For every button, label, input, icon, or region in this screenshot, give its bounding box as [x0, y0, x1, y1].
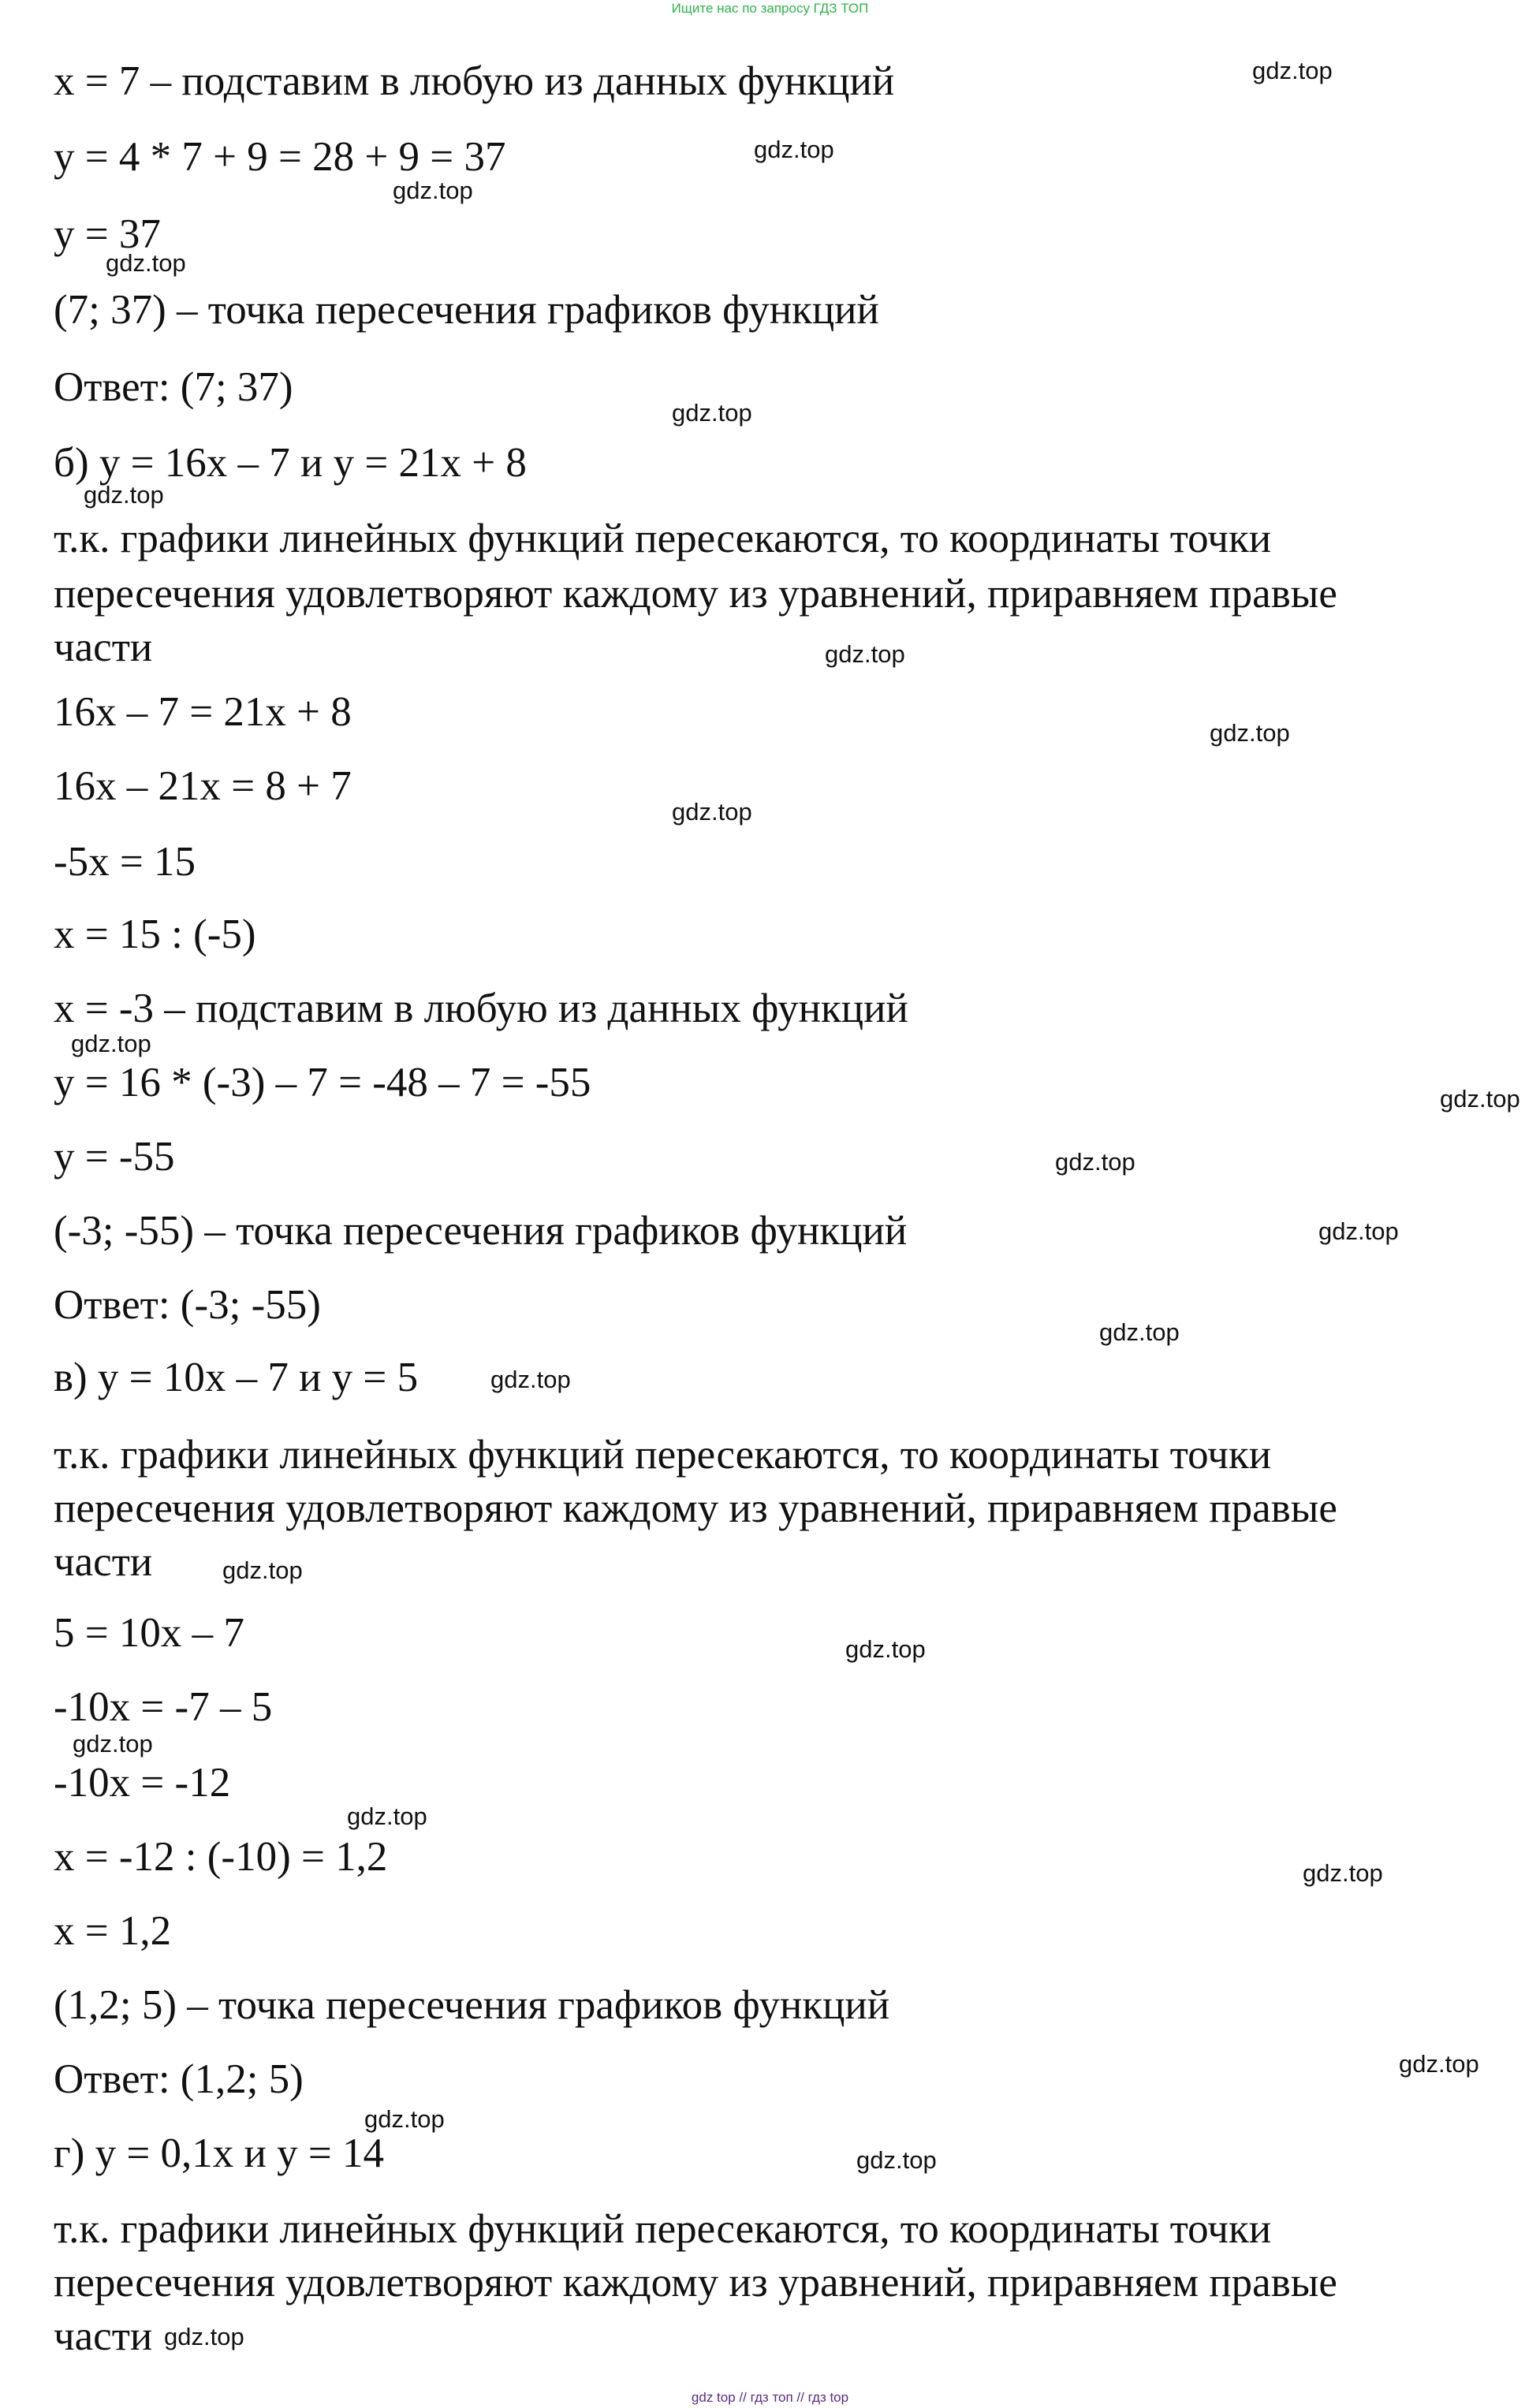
solution-line: части — [54, 1539, 153, 1585]
watermark-text: gdz.top — [490, 1366, 571, 1393]
solution-line: Ответ: (1,2; 5) — [54, 2056, 304, 2102]
top-banner: Ищите нас по запросу ГДЗ ТОП — [671, 1, 869, 16]
watermark-text: gdz.top — [754, 136, 834, 163]
solution-line: -10x = -12 — [54, 1760, 231, 1806]
watermark-text: gdz.top — [1399, 2050, 1479, 2078]
solution-line: x = -12 : (-10) = 1,2 — [54, 1834, 388, 1880]
solution-line: части — [54, 624, 153, 670]
watermark-text: gdz.top — [84, 481, 164, 509]
solution-line: (7; 37) – точка пересечения графиков функций — [54, 287, 879, 333]
watermark-text: gdz.top — [71, 1030, 151, 1057]
solution-line: т.к. графики линейных функций пересекаются, то координаты точки — [54, 1432, 1272, 1478]
watermark-text: gdz.top — [1210, 719, 1290, 747]
solution-line: в) y = 10x – 7 и y = 5 — [54, 1355, 419, 1400]
solution-line: (-3; -55) – точка пересечения графиков функций — [54, 1208, 908, 1254]
watermark-text: gdz.top — [164, 2323, 244, 2350]
solution-line: 5 = 10x – 7 — [54, 1610, 244, 1656]
watermark-text: gdz.top — [825, 640, 905, 668]
watermark-text: gdz.top — [1303, 1859, 1383, 1887]
watermark-text: gdz.top — [106, 249, 186, 277]
watermark-text: gdz.top — [364, 2105, 445, 2133]
watermark-text: gdz.top — [1099, 1318, 1180, 1346]
solution-line: пересечения удовлетворяют каждому из уравнений, приравняем правые — [54, 2260, 1337, 2305]
watermark-text: gdz.top — [672, 399, 752, 427]
watermark-text: gdz.top — [1318, 1217, 1399, 1245]
solution-line: x = -3 – подставим в любую из данных функций — [54, 986, 908, 1031]
watermark-text: gdz.top — [1252, 57, 1333, 84]
solution-line: x = 7 – подставим в любую из данных функций — [54, 58, 895, 104]
solution-line: -5x = 15 — [54, 839, 196, 885]
solution-line: 16x – 7 = 21x + 8 — [54, 689, 352, 735]
watermark-text: gdz.top — [1055, 1148, 1135, 1176]
solution-line: y = 16 * (-3) – 7 = -48 – 7 = -55 — [54, 1060, 591, 1105]
solution-line: Ответ: (7; 37) — [54, 364, 293, 410]
solution-line: Ответ: (-3; -55) — [54, 1282, 321, 1328]
solution-line: y = 4 * 7 + 9 = 28 + 9 = 37 — [54, 134, 506, 180]
solution-line: (1,2; 5) – точка пересечения графиков функций — [54, 1982, 890, 2028]
watermark-text: gdz.top — [393, 177, 473, 204]
solution-line: y = -55 — [54, 1134, 175, 1180]
watermark-text: gdz.top — [856, 2146, 937, 2174]
watermark-text: gdz.top — [1440, 1085, 1520, 1113]
solution-line: пересечения удовлетворяют каждому из уравнений, приравняем правые — [54, 1485, 1337, 1531]
watermark-text: gdz.top — [222, 1556, 303, 1584]
solution-line: пересечения удовлетворяют каждому из уравнений, приравняем правые — [54, 571, 1337, 617]
solution-line: т.к. графики линейных функций пересекаются, то координаты точки — [54, 2206, 1272, 2252]
solution-line: y = 37 — [54, 211, 161, 257]
solution-line: -10x = -7 – 5 — [54, 1684, 273, 1730]
bottom-footer: gdz top // гдз топ // гдз top — [691, 2390, 849, 2405]
solution-line: x = 1,2 — [54, 1908, 172, 1954]
solution-line: x = 15 : (-5) — [54, 911, 256, 957]
watermark-text: gdz.top — [73, 1730, 153, 1758]
watermark-text: gdz.top — [347, 1802, 427, 1830]
solution-line: б) y = 16x – 7 и y = 21x + 8 — [54, 440, 527, 486]
solution-line: г) y = 0,1x и y = 14 — [54, 2130, 385, 2176]
watermark-text: gdz.top — [845, 1635, 926, 1663]
solution-line: 16x – 21x = 8 + 7 — [54, 763, 352, 809]
solution-line: т.к. графики линейных функций пересекаются, то координаты точки — [54, 516, 1272, 561]
watermark-text: gdz.top — [672, 798, 752, 826]
solution-line: части — [54, 2313, 153, 2359]
